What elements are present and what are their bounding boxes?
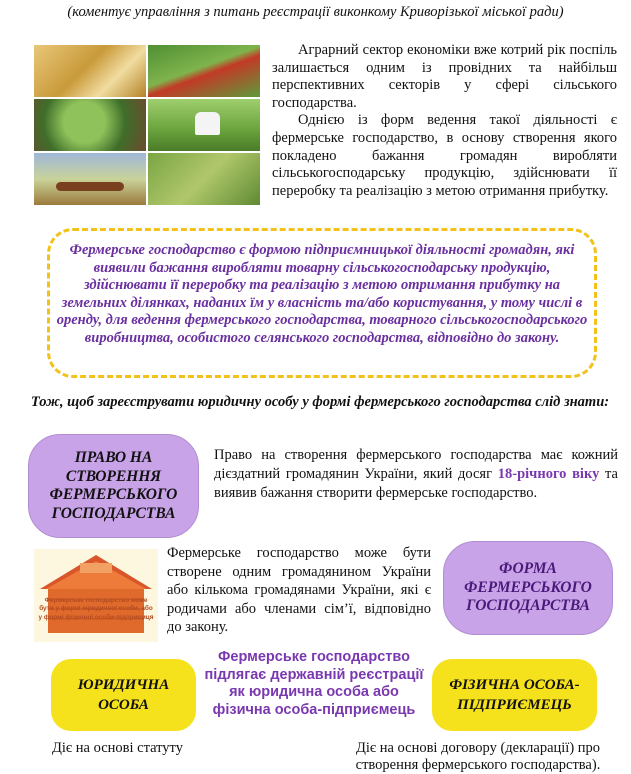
- right-text-start: Право на створення фермерського господарства має кожний дієздатний громадянин України, який досяг: [214, 447, 618, 482]
- wheat-photo: [34, 45, 146, 97]
- box-line: ПІДПРИЄМЕЦЬ: [457, 697, 572, 713]
- registration-text: Фермерське господарство підлягає державній реєстрації як юридична особа або фізична особа-підприємець: [204, 649, 424, 718]
- subtitle: (коментує управління з питань реєстрації виконкому Криворізької міської ради): [67, 4, 564, 20]
- badge-line: ПРАВО НА: [74, 449, 153, 466]
- fop-basis-text: Діє на основі договору (декларації) про створення фермерського господарства).: [355, 740, 601, 773]
- orchard-photo: [148, 45, 260, 97]
- intro-paragraph-1: Аграрний сектор економіки вже котрий рік поспіль залишається одним із провідних та найбільш перспективних секторів у сфері сільського господарства.: [272, 42, 617, 111]
- goat-photo: [148, 99, 260, 151]
- badge-line: ГОСПОДАРСТВА: [466, 597, 590, 615]
- legal-basis-text: Діє на основі статуту: [52, 740, 183, 756]
- badge-line: ФЕРМЕРСЬКОГО: [49, 486, 178, 503]
- seedling-photo: [34, 99, 146, 151]
- form-description: Фермерське господарство може бути створене одним громадянином України або кількома громадянами України, які є родичами або членами сім’ї, відповідно до закону.: [167, 545, 431, 635]
- farm-form-badge: [443, 541, 613, 635]
- barn-icon: [34, 549, 158, 642]
- badge-line: ФОРМА: [499, 560, 557, 578]
- barn-caption: Фермерське господарство може бути у формі юридичної особи, або у формі фізичної особи-підприємця: [38, 597, 154, 621]
- intro-paragraph-2: Однією із форм ведення такої діяльності є фермерське господарство, в основу створення якого покладено бажання громадян виробляти сільськогосподарську продукцію, здійснювати її переробку та реалізацію з метою отримання прибутку.: [272, 112, 617, 199]
- farm-collage-image: [34, 45, 260, 205]
- intro-paragraphs: [272, 42, 617, 200]
- badge-line: ФЕРМЕРСЬКОГО: [464, 578, 592, 596]
- badge-line: СТВОРЕННЯ: [65, 467, 162, 485]
- right-to-create-text: [214, 446, 618, 503]
- field-photo: [148, 153, 260, 205]
- box-line: ФІЗИЧНА ОСОБА-: [449, 677, 580, 693]
- badge-line: ГОСПОДАРСТВА: [51, 504, 176, 522]
- sole-proprietor-box: [432, 659, 597, 731]
- box-line: ЮРИДИЧНА: [77, 677, 170, 693]
- right-to-create-badge: [28, 434, 199, 538]
- age-highlight: 18-річного віку: [497, 466, 600, 482]
- box-line: ОСОБА: [98, 697, 149, 713]
- section-heading: Тож, щоб зареєструвати юридичну особу у формі фермерського господарства слід знати:: [30, 394, 610, 410]
- cattle-photo: [34, 153, 146, 205]
- right-text-end: та виявив бажання створити фермерське господарство.: [214, 466, 618, 501]
- barn-illustration: [34, 549, 158, 642]
- definition-text: Фермерське господарство є формою підприємницької діяльності громадян, які виявили бажання виробляти товарну сільськогосподарську продукцію, здійснювати її переробку та реалізацію з метою отримання прибутку на земельних ділянках, наданих їм у власність та/або користування, у тому числі в оренду, для ведення фермерського господарства, товарного сільськогосподарського виробництва, особистого селянського господарства, відповідно до закону.: [56, 242, 588, 346]
- legal-entity-box: [51, 659, 196, 731]
